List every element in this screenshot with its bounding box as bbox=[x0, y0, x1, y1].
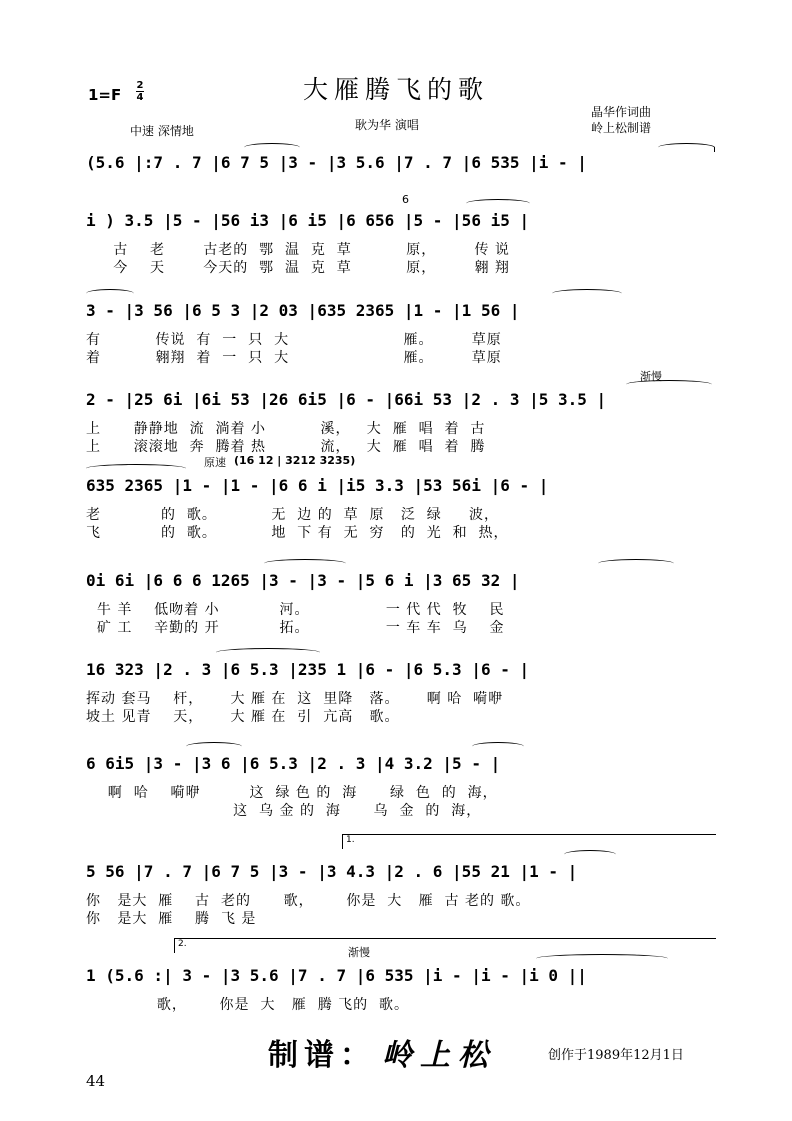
lyrics-verse-1: 上 静静地 流 淌着 小 溪， 大 雁 唱 着 古 bbox=[86, 421, 486, 436]
song-title: 大雁腾飞的歌 bbox=[302, 75, 489, 104]
ritardando-mark: 渐慢 bbox=[348, 946, 370, 959]
lyrics-verse-1: 你 是大 雁 古 老的 歌， 你是 大 雁 古 老的 歌。 bbox=[86, 893, 531, 908]
author-credits bbox=[591, 104, 651, 136]
singer-credit: 耿为华 演唱 bbox=[355, 118, 419, 132]
arranger-signature-label: 制谱： bbox=[268, 1038, 376, 1073]
notation-row: 1 (5.6 :| 3 - |3 5.6 |7 . 7 |6 535 |i - |i - |i 0 || bbox=[86, 965, 587, 985]
key-signature: 1=F bbox=[88, 86, 122, 104]
grace-note: 6 bbox=[402, 193, 409, 206]
notation-row: (5.6 |:7 . 7 |6 7 5 |3 - |3 5.6 |7 . 7 |6 535 |i - | bbox=[86, 152, 587, 172]
lyrics-verse-2: 矿 工 辛勤的 开 拓。 一 车 车 乌 金 bbox=[86, 620, 505, 635]
notation-row: 3 - |3 56 |6 5 3 |2 03 |635 2365 |1 - |1 56 | bbox=[86, 300, 520, 320]
first-ending-bracket: 1. bbox=[342, 834, 716, 849]
notation-row: 635 2365 |1 - |1 - |6 6 i |i5 3.3 |53 56i |6 - | bbox=[86, 475, 549, 495]
second-ending-bracket: 2. bbox=[174, 938, 716, 953]
lyrics-verse-1: 挥动 套马 杆， 大 雁 在 这 里降 落。 啊 哈 嗬咿 bbox=[86, 691, 504, 706]
notation-row: 5 56 |7 . 7 |6 7 5 |3 - |3 4.3 |2 . 6 |55 21 |1 - | bbox=[86, 861, 578, 881]
arranger-signature: 岭上松 bbox=[382, 1038, 496, 1073]
notation-row: 16 323 |2 . 3 |6 5.3 |235 1 |6 - |6 5.3 |6 - | bbox=[86, 659, 530, 679]
lyrics-verse-2: 坡土 见青 天， 大 雁 在 引 亢高 歌。 bbox=[86, 709, 400, 724]
lyrics-verse-2: 上 滚滚地 奔 腾着 热 流， 大 雁 唱 着 腾 bbox=[86, 439, 486, 454]
lyrics-verse-1: 歌， 你是 大 雁 腾 飞的 歌。 bbox=[86, 997, 410, 1012]
notation-row: 6 6i5 |3 - |3 6 |6 5.3 |2 . 3 |4 3.2 |5 - | bbox=[86, 753, 501, 773]
lyricist-composer: 晶华作词曲 bbox=[591, 105, 652, 119]
lyrics-verse-2: 你 是大 雁 腾 飞 是 bbox=[86, 911, 257, 926]
lyrics-verse-2: 飞 的 歌。 地 下 有 无 穷 的 光 和 热， bbox=[86, 525, 509, 540]
a-tempo-mark: 原速 bbox=[204, 456, 226, 469]
creation-date: 创作于1989年12月1日 bbox=[548, 1048, 684, 1063]
notation-row: 2 - |25 6i |6i 53 |26 6i5 |6 - |66i 53 |2 . 3 |5 3.5 | bbox=[86, 389, 607, 409]
lyrics-verse-1: 牛 羊 低吻着 小 河。 一 代 代 牧 民 bbox=[86, 602, 505, 617]
meter-top: 2 bbox=[136, 80, 144, 91]
notation-row: i ) 3.5 |5 - |56 i3 |6 i5 |6 656 |5 - |56 i5 | bbox=[86, 210, 530, 230]
lyrics-verse-1: 古 老 古老的 鄂 温 克 草 原， 传 说 bbox=[86, 242, 510, 257]
lyrics-verse-1: 啊 哈 嗬咿 这 绿 色 的 海 绿 色 的 海， bbox=[86, 785, 498, 800]
tempo-marking: 中速 深情地 bbox=[130, 124, 194, 138]
ritardando-mark: 渐慢 bbox=[640, 370, 662, 383]
lyrics-verse-2: 这 乌 金 的 海 乌 金 的 海， bbox=[86, 803, 482, 818]
a-tempo-notes: (16 12 | 3212 3235) bbox=[234, 454, 356, 467]
notation-row: 0i 6i |6 6 6 1265 |3 - |3 - |5 6 i |3 65 32 | bbox=[86, 570, 520, 590]
arranger: 岭上松制谱 bbox=[591, 121, 652, 135]
lyrics-verse-2: 着 翱翔 着 一 只 大 雁。 草原 bbox=[86, 350, 502, 365]
page-number: 44 bbox=[86, 1072, 106, 1090]
lyrics-verse-1: 老 的 歌。 无 边 的 草 原 泛 绿 波， bbox=[86, 507, 500, 522]
lyrics-verse-1: 有 传说 有 一 只 大 雁。 草原 bbox=[86, 332, 502, 347]
lyrics-verse-2: 今 天 今天的 鄂 温 克 草 原， 翱 翔 bbox=[86, 260, 510, 275]
meter-bottom: 4 bbox=[136, 92, 144, 103]
